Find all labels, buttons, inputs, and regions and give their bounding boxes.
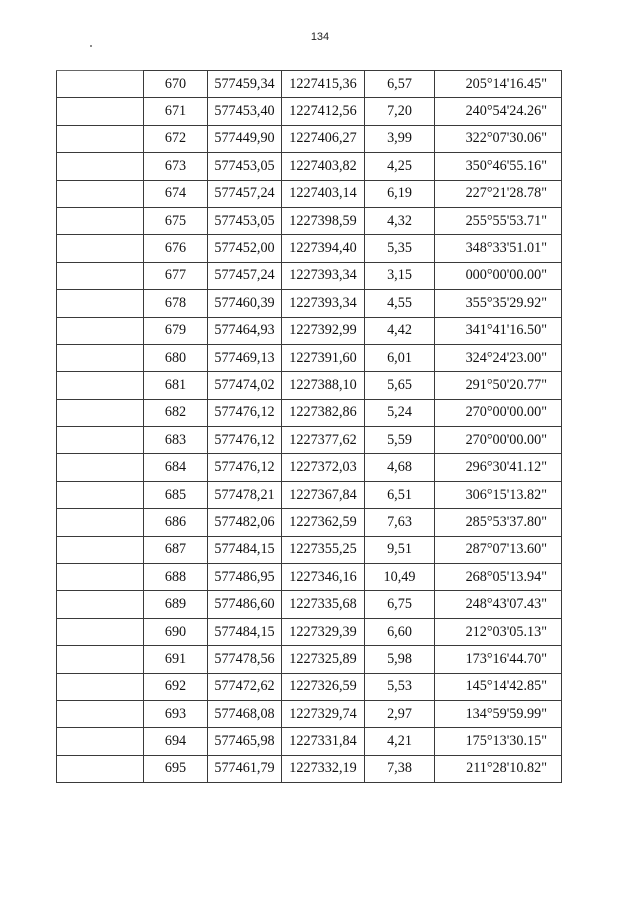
table-row [57, 427, 562, 454]
direction-angle-cell: 205°14'16.45" [435, 71, 562, 98]
distance-cell: 6,19 [365, 180, 435, 207]
x-coordinate-cell: 577465,98 [208, 728, 282, 755]
x-coordinate-cell: 577486,60 [208, 591, 282, 618]
x-coordinate-cell: 577457,24 [208, 180, 282, 207]
x-coordinate-cell: 577478,56 [208, 646, 282, 673]
distance-cell: 4,32 [365, 207, 435, 234]
point-number-cell: 685 [144, 481, 208, 508]
table-row [57, 509, 562, 536]
point-number-cell: 677 [144, 262, 208, 289]
y-coordinate-cell: 1227403,14 [282, 180, 365, 207]
direction-angle-cell: 270°00'00.00" [435, 427, 562, 454]
distance-cell: 5,65 [365, 372, 435, 399]
y-coordinate-cell: 1227362,59 [282, 509, 365, 536]
distance-cell: 7,63 [365, 509, 435, 536]
table-row [57, 98, 562, 125]
blank-cell [57, 71, 144, 98]
x-coordinate-cell: 577459,34 [208, 71, 282, 98]
table-row [57, 344, 562, 371]
x-coordinate-cell: 577452,00 [208, 235, 282, 262]
distance-cell: 2,97 [365, 700, 435, 727]
y-coordinate-cell: 1227393,34 [282, 290, 365, 317]
table-row [57, 372, 562, 399]
direction-angle-cell: 227°21'28.78" [435, 180, 562, 207]
y-coordinate-cell: 1227412,56 [282, 98, 365, 125]
direction-angle-cell: 322°07'30.06" [435, 125, 562, 152]
coordinates-table [56, 70, 562, 783]
point-number-cell: 683 [144, 427, 208, 454]
x-coordinate-cell: 577460,39 [208, 290, 282, 317]
distance-cell: 4,21 [365, 728, 435, 755]
blank-cell [57, 564, 144, 591]
point-number-cell: 691 [144, 646, 208, 673]
y-coordinate-cell: 1227372,03 [282, 454, 365, 481]
blank-cell [57, 125, 144, 152]
distance-cell: 4,25 [365, 153, 435, 180]
table-row [57, 536, 562, 563]
point-number-cell: 671 [144, 98, 208, 125]
table-row [57, 399, 562, 426]
blank-cell [57, 235, 144, 262]
x-coordinate-cell: 577476,12 [208, 399, 282, 426]
x-coordinate-cell: 577453,40 [208, 98, 282, 125]
distance-cell: 6,57 [365, 71, 435, 98]
y-coordinate-cell: 1227377,62 [282, 427, 365, 454]
y-coordinate-cell: 1227355,25 [282, 536, 365, 563]
distance-cell: 6,75 [365, 591, 435, 618]
blank-cell [57, 399, 144, 426]
table-row [57, 591, 562, 618]
table-row [57, 755, 562, 782]
y-coordinate-cell: 1227388,10 [282, 372, 365, 399]
blank-cell [57, 755, 144, 782]
direction-angle-cell: 212°03'05.13" [435, 618, 562, 645]
point-number-cell: 676 [144, 235, 208, 262]
coordinates-table-body [57, 71, 562, 783]
y-coordinate-cell: 1227335,68 [282, 591, 365, 618]
distance-cell: 6,60 [365, 618, 435, 645]
y-coordinate-cell: 1227326,59 [282, 673, 365, 700]
distance-cell: 5,53 [365, 673, 435, 700]
x-coordinate-cell: 577478,21 [208, 481, 282, 508]
blank-cell [57, 509, 144, 536]
blank-cell [57, 591, 144, 618]
y-coordinate-cell: 1227329,74 [282, 700, 365, 727]
direction-angle-cell: 000°00'00.00" [435, 262, 562, 289]
table-row [57, 180, 562, 207]
direction-angle-cell: 324°24'23.00" [435, 344, 562, 371]
distance-cell: 4,68 [365, 454, 435, 481]
blank-cell [57, 180, 144, 207]
blank-cell [57, 98, 144, 125]
direction-angle-cell: 175°13'30.15" [435, 728, 562, 755]
direction-angle-cell: 350°46'55.16" [435, 153, 562, 180]
point-number-cell: 690 [144, 618, 208, 645]
distance-cell: 5,98 [365, 646, 435, 673]
point-number-cell: 695 [144, 755, 208, 782]
direction-angle-cell: 268°05'13.94" [435, 564, 562, 591]
direction-angle-cell: 306°15'13.82" [435, 481, 562, 508]
x-coordinate-cell: 577453,05 [208, 207, 282, 234]
direction-angle-cell: 134°59'59.99" [435, 700, 562, 727]
point-number-cell: 686 [144, 509, 208, 536]
y-coordinate-cell: 1227415,36 [282, 71, 365, 98]
table-row [57, 454, 562, 481]
x-coordinate-cell: 577486,95 [208, 564, 282, 591]
point-number-cell: 684 [144, 454, 208, 481]
table-row [57, 153, 562, 180]
table-row [57, 317, 562, 344]
x-coordinate-cell: 577457,24 [208, 262, 282, 289]
point-number-cell: 673 [144, 153, 208, 180]
table-row [57, 728, 562, 755]
x-coordinate-cell: 577464,93 [208, 317, 282, 344]
x-coordinate-cell: 577461,79 [208, 755, 282, 782]
direction-angle-cell: 211°28'10.82" [435, 755, 562, 782]
table-row [57, 673, 562, 700]
table-row [57, 262, 562, 289]
blank-cell [57, 344, 144, 371]
direction-angle-cell: 348°33'51.01" [435, 235, 562, 262]
direction-angle-cell: 341°41'16.50" [435, 317, 562, 344]
point-number-cell: 688 [144, 564, 208, 591]
blank-cell [57, 728, 144, 755]
point-number-cell: 670 [144, 71, 208, 98]
table-row [57, 618, 562, 645]
distance-cell: 4,42 [365, 317, 435, 344]
table-row [57, 207, 562, 234]
blank-cell [57, 481, 144, 508]
x-coordinate-cell: 577449,90 [208, 125, 282, 152]
table-row [57, 646, 562, 673]
distance-cell: 6,01 [365, 344, 435, 371]
direction-angle-cell: 296°30'41.12" [435, 454, 562, 481]
point-number-cell: 672 [144, 125, 208, 152]
x-coordinate-cell: 577472,62 [208, 673, 282, 700]
blank-cell [57, 262, 144, 289]
y-coordinate-cell: 1227325,89 [282, 646, 365, 673]
direction-angle-cell: 291°50'20.77" [435, 372, 562, 399]
blank-cell [57, 673, 144, 700]
blank-cell [57, 454, 144, 481]
distance-cell: 3,15 [365, 262, 435, 289]
x-coordinate-cell: 577474,02 [208, 372, 282, 399]
direction-angle-cell: 173°16'44.70" [435, 646, 562, 673]
direction-angle-cell: 145°14'42.85" [435, 673, 562, 700]
point-number-cell: 682 [144, 399, 208, 426]
y-coordinate-cell: 1227393,34 [282, 262, 365, 289]
direction-angle-cell: 285°53'37.80" [435, 509, 562, 536]
point-number-cell: 675 [144, 207, 208, 234]
x-coordinate-cell: 577469,13 [208, 344, 282, 371]
direction-angle-cell: 255°55'53.71" [435, 207, 562, 234]
point-number-cell: 674 [144, 180, 208, 207]
y-coordinate-cell: 1227346,16 [282, 564, 365, 591]
table-row [57, 564, 562, 591]
point-number-cell: 689 [144, 591, 208, 618]
table-row [57, 125, 562, 152]
x-coordinate-cell: 577453,05 [208, 153, 282, 180]
table-row [57, 700, 562, 727]
blank-cell [57, 427, 144, 454]
distance-cell: 5,35 [365, 235, 435, 262]
distance-cell: 10,49 [365, 564, 435, 591]
y-coordinate-cell: 1227406,27 [282, 125, 365, 152]
y-coordinate-cell: 1227398,59 [282, 207, 365, 234]
x-coordinate-cell: 577482,06 [208, 509, 282, 536]
direction-angle-cell: 240°54'24.26" [435, 98, 562, 125]
blank-cell [57, 317, 144, 344]
table-row [57, 235, 562, 262]
blank-cell [57, 207, 144, 234]
x-coordinate-cell: 577476,12 [208, 454, 282, 481]
distance-cell: 7,20 [365, 98, 435, 125]
blank-cell [57, 372, 144, 399]
y-coordinate-cell: 1227403,82 [282, 153, 365, 180]
distance-cell: 5,59 [365, 427, 435, 454]
y-coordinate-cell: 1227331,84 [282, 728, 365, 755]
point-number-cell: 687 [144, 536, 208, 563]
blank-cell [57, 536, 144, 563]
point-number-cell: 680 [144, 344, 208, 371]
y-coordinate-cell: 1227392,99 [282, 317, 365, 344]
blank-cell [57, 700, 144, 727]
x-coordinate-cell: 577484,15 [208, 536, 282, 563]
distance-cell: 6,51 [365, 481, 435, 508]
x-coordinate-cell: 577476,12 [208, 427, 282, 454]
x-coordinate-cell: 577468,08 [208, 700, 282, 727]
direction-angle-cell: 270°00'00.00" [435, 399, 562, 426]
y-coordinate-cell: 1227391,60 [282, 344, 365, 371]
distance-cell: 3,99 [365, 125, 435, 152]
distance-cell: 5,24 [365, 399, 435, 426]
y-coordinate-cell: 1227332,19 [282, 755, 365, 782]
distance-cell: 7,38 [365, 755, 435, 782]
point-number-cell: 693 [144, 700, 208, 727]
point-number-cell: 681 [144, 372, 208, 399]
table-row [57, 481, 562, 508]
point-number-cell: 694 [144, 728, 208, 755]
page-number: 134 [310, 31, 330, 43]
point-number-cell: 692 [144, 673, 208, 700]
y-coordinate-cell: 1227367,84 [282, 481, 365, 508]
blank-cell [57, 646, 144, 673]
x-coordinate-cell: 577484,15 [208, 618, 282, 645]
y-coordinate-cell: 1227329,39 [282, 618, 365, 645]
y-coordinate-cell: 1227394,40 [282, 235, 365, 262]
direction-angle-cell: 248°43'07.43" [435, 591, 562, 618]
point-number-cell: 678 [144, 290, 208, 317]
distance-cell: 9,51 [365, 536, 435, 563]
blank-cell [57, 153, 144, 180]
y-coordinate-cell: 1227382,86 [282, 399, 365, 426]
distance-cell: 4,55 [365, 290, 435, 317]
direction-angle-cell: 355°35'29.92" [435, 290, 562, 317]
point-number-cell: 679 [144, 317, 208, 344]
table-row [57, 71, 562, 98]
blank-cell [57, 290, 144, 317]
direction-angle-cell: 287°07'13.60" [435, 536, 562, 563]
table-row [57, 290, 562, 317]
scan-speck [90, 45, 92, 47]
blank-cell [57, 618, 144, 645]
